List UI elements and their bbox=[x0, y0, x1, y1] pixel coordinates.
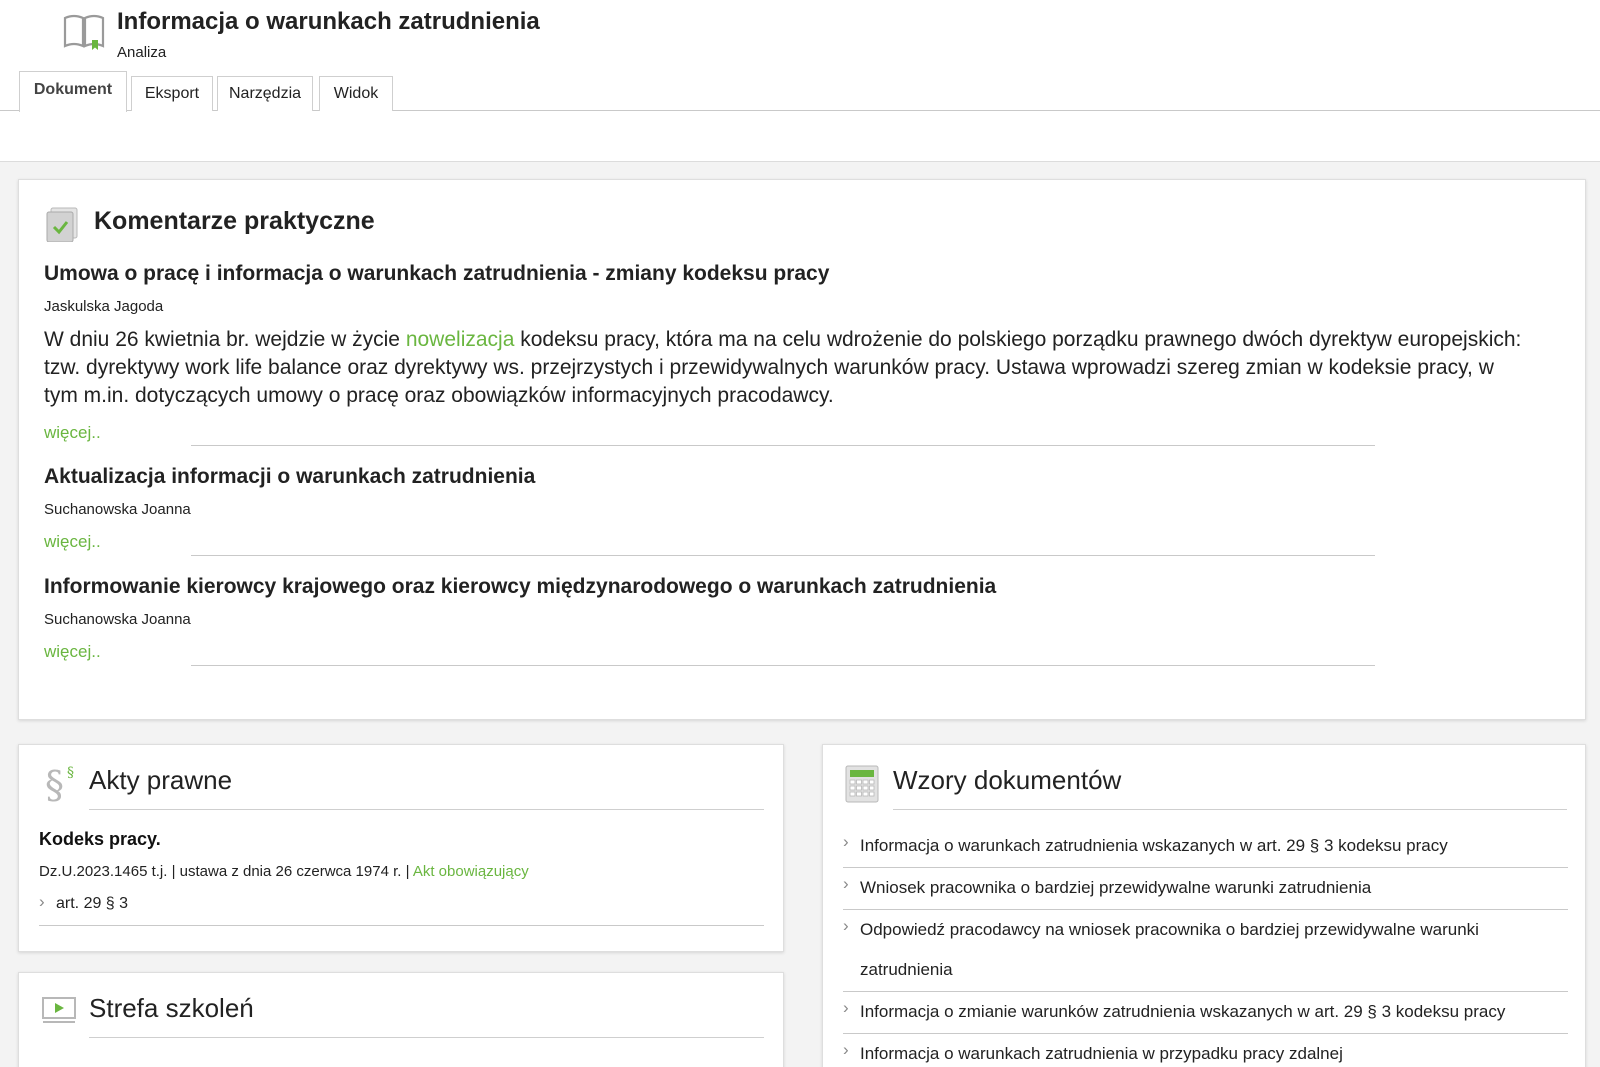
chevron-right-icon: › bbox=[843, 874, 849, 893]
section-title: Akty prawne bbox=[89, 765, 233, 795]
ribbon-tabs bbox=[0, 71, 1600, 111]
divider bbox=[191, 445, 1375, 446]
title-rule bbox=[89, 1037, 764, 1038]
list-item-label: Informacja o warunkach zatrudnienia wskazanych w art. 29 § 3 kodeksu pracy bbox=[860, 836, 1448, 855]
divider bbox=[39, 925, 764, 926]
akty-card bbox=[18, 744, 784, 952]
article-excerpt bbox=[44, 326, 1524, 410]
document-header bbox=[0, 0, 1600, 162]
list-item[interactable] bbox=[843, 992, 1568, 1034]
tab-eksport[interactable]: Eksport bbox=[131, 76, 213, 111]
book-icon bbox=[62, 12, 106, 52]
chevron-right-icon: › bbox=[843, 1040, 849, 1059]
more-link[interactable]: więcej.. bbox=[44, 642, 101, 661]
page-subtitle: Analiza bbox=[117, 44, 167, 61]
list-item-label: Informacja o zmianie warunków zatrudnienia wskazanych w art. 29 § 3 kodeksu pracy bbox=[860, 1002, 1506, 1021]
article-author: Suchanowska Joanna bbox=[44, 611, 191, 628]
excerpt-text: W dniu 26 kwietnia br. wejdzie w życie bbox=[44, 328, 406, 351]
excerpt-text: kodeksu pracy, która ma na celu wdrożenie do polskiego porządku prawnego dwóch dyrektyw europejskich: tzw. dyrektywy work life balance oraz dyrektywy ws. przejrzystych i przewidywalnych warunków pracy. Ustawa wprowadzi szereg zmian w kodeksie pracy, w tym m.in. dotyczących umowy o pracę oraz obowiązków informacyjnych pracodawcy. bbox=[44, 328, 1522, 407]
more-link[interactable]: więcej.. bbox=[44, 423, 101, 442]
tab-dokument[interactable]: Dokument bbox=[19, 71, 127, 112]
list-item[interactable] bbox=[843, 1034, 1568, 1067]
list-item[interactable] bbox=[843, 826, 1568, 868]
title-rule bbox=[893, 809, 1567, 810]
more-link[interactable]: więcej.. bbox=[44, 532, 101, 551]
divider bbox=[191, 665, 1375, 666]
akt-name[interactable]: Kodeks pracy. bbox=[39, 829, 161, 849]
content-area bbox=[0, 162, 1600, 1067]
page-title: Informacja o warunkach zatrudnienia bbox=[117, 8, 540, 35]
tab-widok[interactable]: Widok bbox=[319, 76, 393, 111]
akt-article-label: art. 29 § 3 bbox=[56, 895, 129, 912]
title-rule bbox=[89, 809, 764, 810]
section-title: Komentarze praktyczne bbox=[94, 207, 375, 235]
article-title[interactable]: Informowanie kierowcy krajowego oraz kierowcy międzynarodowego o warunkach zatrudnienia bbox=[44, 575, 997, 598]
list-item[interactable] bbox=[843, 910, 1568, 992]
svg-text:§: § bbox=[45, 763, 64, 803]
chevron-right-icon: › bbox=[843, 832, 849, 851]
paragraph-icon bbox=[45, 763, 79, 803]
chevron-right-icon: › bbox=[39, 892, 45, 911]
video-icon bbox=[41, 995, 77, 1025]
tab-narzedzia[interactable]: Narzędzia bbox=[217, 76, 313, 111]
calculator-icon bbox=[845, 765, 879, 803]
section-title: Wzory dokumentów bbox=[893, 765, 1122, 795]
checklist-icon bbox=[45, 206, 81, 242]
list-item-label: Odpowiedź pracodawcy na wniosek pracownika o bardziej przewidywalne warunki zatrudnienia bbox=[860, 920, 1479, 979]
wzory-card bbox=[822, 744, 1586, 1067]
chevron-right-icon: › bbox=[843, 998, 849, 1017]
list-item-label: Wniosek pracownika o bardziej przewidywalne warunki zatrudnienia bbox=[860, 878, 1372, 897]
akt-status-link[interactable]: Akt obowiązujący bbox=[412, 863, 529, 880]
list-item[interactable] bbox=[843, 868, 1568, 910]
list-item-label: Informacja o warunkach zatrudnienia w przypadku pracy zdalnej bbox=[860, 1044, 1343, 1063]
article-author: Suchanowska Joanna bbox=[44, 501, 191, 518]
strefa-card bbox=[18, 972, 784, 1067]
article-title[interactable]: Umowa o pracę i informacja o warunkach zatrudnienia - zmiany kodeksu pracy bbox=[44, 262, 830, 285]
svg-text:§: § bbox=[67, 765, 74, 781]
divider bbox=[191, 555, 1375, 556]
komentarze-card bbox=[18, 179, 1586, 720]
akt-meta bbox=[39, 863, 529, 880]
nowelizacja-link[interactable]: nowelizacja bbox=[405, 328, 515, 351]
article-title[interactable]: Aktualizacja informacji o warunkach zatrudnienia bbox=[44, 465, 536, 488]
section-title: Strefa szkoleń bbox=[89, 993, 254, 1023]
chevron-right-icon: › bbox=[843, 916, 849, 935]
akt-meta-text: Dz.U.2023.1465 t.j. | ustawa z dnia 26 czerwca 1974 r. | bbox=[39, 863, 413, 880]
article-author: Jaskulska Jagoda bbox=[44, 298, 164, 315]
